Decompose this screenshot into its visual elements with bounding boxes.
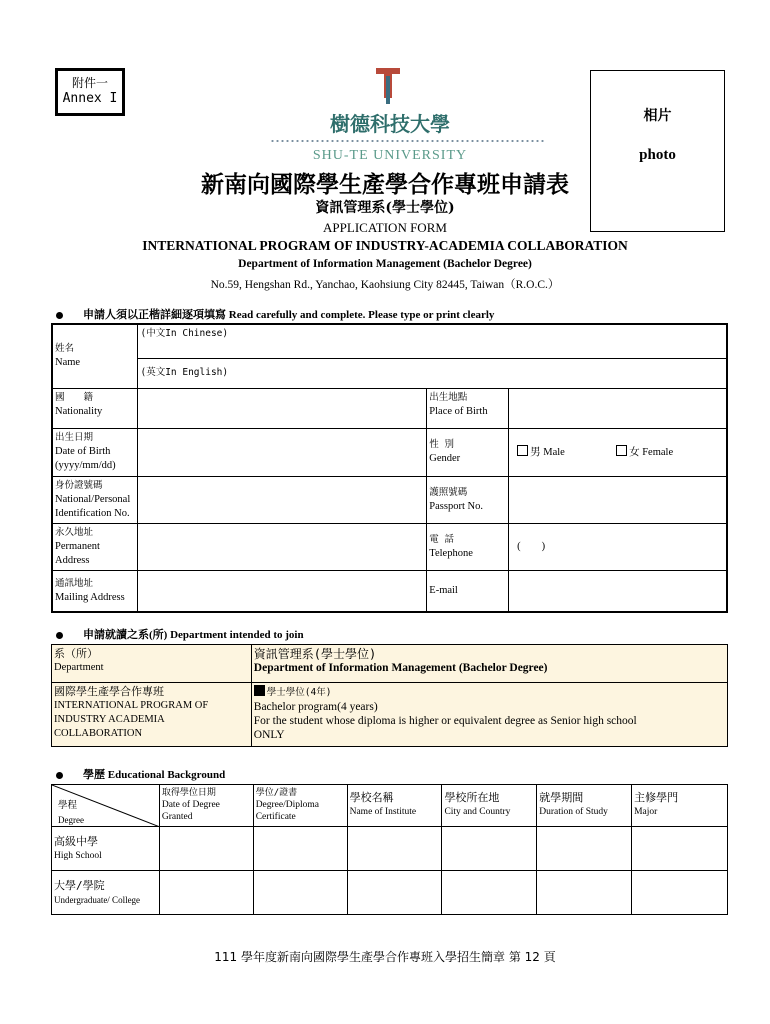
form-title-zh: 新南向國際學生產學合作專班申請表 [201,171,569,198]
nationality-field[interactable] [138,388,427,428]
col-header-major-en: Major [634,807,658,817]
annex-label [55,68,125,116]
passport-label-zh: 護照號碼 [429,486,468,498]
col-header-institute-zh: 學校名稱 [349,791,394,804]
name-label [52,324,138,388]
nationality-label-en: Nationality [55,405,103,417]
name-label-zh: 姓名 [55,343,75,355]
program-value-zh: 學士學位(4年) [266,687,332,698]
telephone-label-zh: 電 話 [429,533,455,545]
college-diploma-field[interactable] [253,871,347,915]
bullet-icon [56,632,63,639]
department-value-zh: 資訊管理系(學士學位) [253,647,377,661]
col-header-city-zh: 學校所在地 [444,791,500,804]
row-label-high-school-zh: 高級中學 [54,834,98,848]
passport-label [427,476,509,523]
university-name-zh: 樹德科技大學 [330,112,450,136]
page-footer: 111 學年度新南向國際學生產學合作專班入學招生簡章 第 12 頁 [214,950,556,964]
program-note-line2: ONLY [253,729,285,741]
name-chinese-hint: (中文In Chinese) [140,328,229,339]
bachelor-checkbox[interactable] [254,685,265,696]
university-logo-icon [370,66,406,108]
department-title-en: Department of Information Management (Bachelor Degree) [238,258,532,270]
degree-header-zh: 學程 [58,800,78,811]
permanent-address-label-en2: Address [55,554,90,566]
hs-major-field[interactable] [632,827,728,871]
degree-header [52,785,160,827]
bullet-icon [56,772,63,779]
telephone-label-en: Telephone [429,547,473,559]
nationality-label [52,388,138,428]
col-header-date-zh: 取得學位日期 [161,788,216,798]
table-row [52,827,728,871]
dob-label [52,428,138,476]
program-note-line1: For the student whose diploma is higher or equivalent degree as Senior high school [253,715,637,727]
bullet-icon [56,312,63,319]
mailing-address-field[interactable] [138,570,427,612]
department-label [52,645,252,683]
section-personal-zh: 申請人須以正楷詳細逐項填寫 [83,309,226,321]
program-label [52,683,252,747]
section-personal-heading [56,306,494,322]
gender-field [509,428,727,476]
col-header-institute-en: Name of Institute [349,807,417,817]
section-education-heading [56,766,225,782]
telephone-field[interactable] [509,523,727,570]
col-header-date [159,785,253,827]
col-header-city [442,785,537,827]
male-label: 男 Male [530,446,565,458]
name-chinese-field[interactable] [138,324,727,358]
mailing-address-label-en: Mailing Address [55,591,125,603]
passport-field[interactable] [509,476,727,523]
degree-header-en: Degree [58,815,84,825]
col-header-diploma-en2: Certificate [255,812,296,822]
department-title-zh: 資訊管理系(學士學位) [315,200,455,216]
row-label-high-school [52,827,160,871]
female-label: 女 Female [629,446,674,458]
program-label-zh: 國際學生產學合作專班 [54,685,164,698]
program-title-en: INTERNATIONAL PROGRAM OF INDUSTRY-ACADEMIA COLLABORATION [142,238,628,253]
gender-label-en: Gender [429,453,461,464]
id-label-zh: 身份證號碼 [55,479,103,491]
col-header-duration [537,785,632,827]
section-department-zh: 申請就讀之系(所) [83,629,168,641]
col-header-duration-en: Duration of Study [539,807,608,817]
col-header-date-en2: Granted [161,812,193,822]
id-label-en2: Identification No. [55,507,130,519]
row-label-high-school-en: High School [54,850,102,861]
college-city-field[interactable] [442,871,537,915]
birthplace-field[interactable] [509,388,727,428]
col-header-diploma [253,785,347,827]
annex-en: Annex I [62,91,118,106]
male-checkbox[interactable] [517,445,528,456]
section-personal-en: Read carefully and complete. Please type or print clearly [228,309,495,321]
telephone-label [427,523,509,570]
university-name-en: SHU-TE UNIVERSITY [312,148,468,163]
hs-duration-field[interactable] [537,827,632,871]
id-label [52,476,138,523]
photo-label-en: photo [639,147,676,163]
mailing-address-label [52,570,138,612]
row-label-college-en: Undergraduate/ College [54,894,141,905]
college-date-field[interactable] [159,871,253,915]
name-english-field[interactable] [138,358,727,388]
photo-label-zh: 相片 [643,108,672,124]
department-value [251,645,727,683]
program-value-en: Bachelor program(4 years) [253,701,378,713]
form-title-en: APPLICATION FORM [323,220,447,235]
program-label-en3: COLLABORATION [54,728,143,739]
department-label-en: Department [54,662,104,673]
female-checkbox[interactable] [616,445,627,456]
row-label-college [52,871,160,915]
college-institute-field[interactable] [347,871,442,915]
dob-label-zh: 出生日期 [55,431,94,443]
table-row [52,871,728,915]
permanent-address-label [52,523,138,570]
dob-label-en: Date of Birth [55,445,111,457]
department-label-zh: 系（所） [54,647,98,660]
section-education-zh: 學歷 [83,769,105,781]
permanent-address-label-en1: Permanent [55,540,100,552]
department-table [51,644,728,747]
program-label-en2: INDUSTRY ACADEMIA [54,714,165,725]
email-label-text: E-mail [429,584,458,596]
col-header-date-en1: Date of Degree [161,800,220,810]
row-label-college-zh: 大學/學院 [54,878,105,892]
personal-info-table [51,323,728,613]
col-header-major [632,785,728,827]
birthplace-label [427,388,509,428]
hs-city-field[interactable] [442,827,537,871]
section-education-en: Educational Background [107,769,226,781]
logo-dots-divider [270,138,545,144]
col-header-institute [347,785,442,827]
hs-date-field[interactable] [159,827,253,871]
permanent-address-label-zh: 永久地址 [55,526,94,538]
email-field[interactable] [509,570,727,612]
gender-label-zh: 性 別 [429,439,455,450]
email-label [427,570,509,612]
col-header-major-zh: 主修學門 [634,791,679,804]
name-label-en: Name [55,357,81,369]
col-header-diploma-zh: 學位/證書 [255,788,298,798]
name-english-hint: (英文In English) [140,367,229,378]
col-header-duration-zh: 就學期間 [539,791,584,804]
id-field[interactable] [138,476,427,523]
education-table [51,784,728,915]
permanent-address-field[interactable] [138,523,427,570]
college-duration-field[interactable] [537,871,632,915]
nationality-label-zh: 國 籍 [55,391,94,403]
col-header-city-en: City and Country [444,807,511,817]
passport-label-en: Passport No. [429,500,483,512]
mailing-address-label-zh: 通訊地址 [55,577,94,589]
id-label-en1: National/Personal [55,493,131,505]
annex-zh: 附件一 [71,76,108,90]
dob-format: (yyyy/mm/dd) [55,459,116,471]
dob-field[interactable] [138,428,427,476]
university-address: No.59, Hengshan Rd., Yanchao, Kaohsiung City 82445, Taiwan（R.O.C.） [210,279,560,291]
department-value-en: Department of Information Management (Bachelor Degree) [253,662,548,674]
college-major-field[interactable] [632,871,728,915]
degree-header-text [58,799,84,827]
col-header-diploma-en1: Degree/Diploma [255,800,319,810]
gender-label [427,428,509,476]
telephone-hint: ( ) [517,540,546,552]
birthplace-label-en: Place of Birth [429,405,488,417]
hs-diploma-field[interactable] [253,827,347,871]
birthplace-label-zh: 出生地點 [429,391,468,403]
section-department-heading [56,626,304,642]
program-value [251,683,727,747]
program-label-en1: INTERNATIONAL PROGRAM OF [54,700,209,711]
hs-institute-field[interactable] [347,827,442,871]
section-department-en: Department intended to join [170,629,304,641]
